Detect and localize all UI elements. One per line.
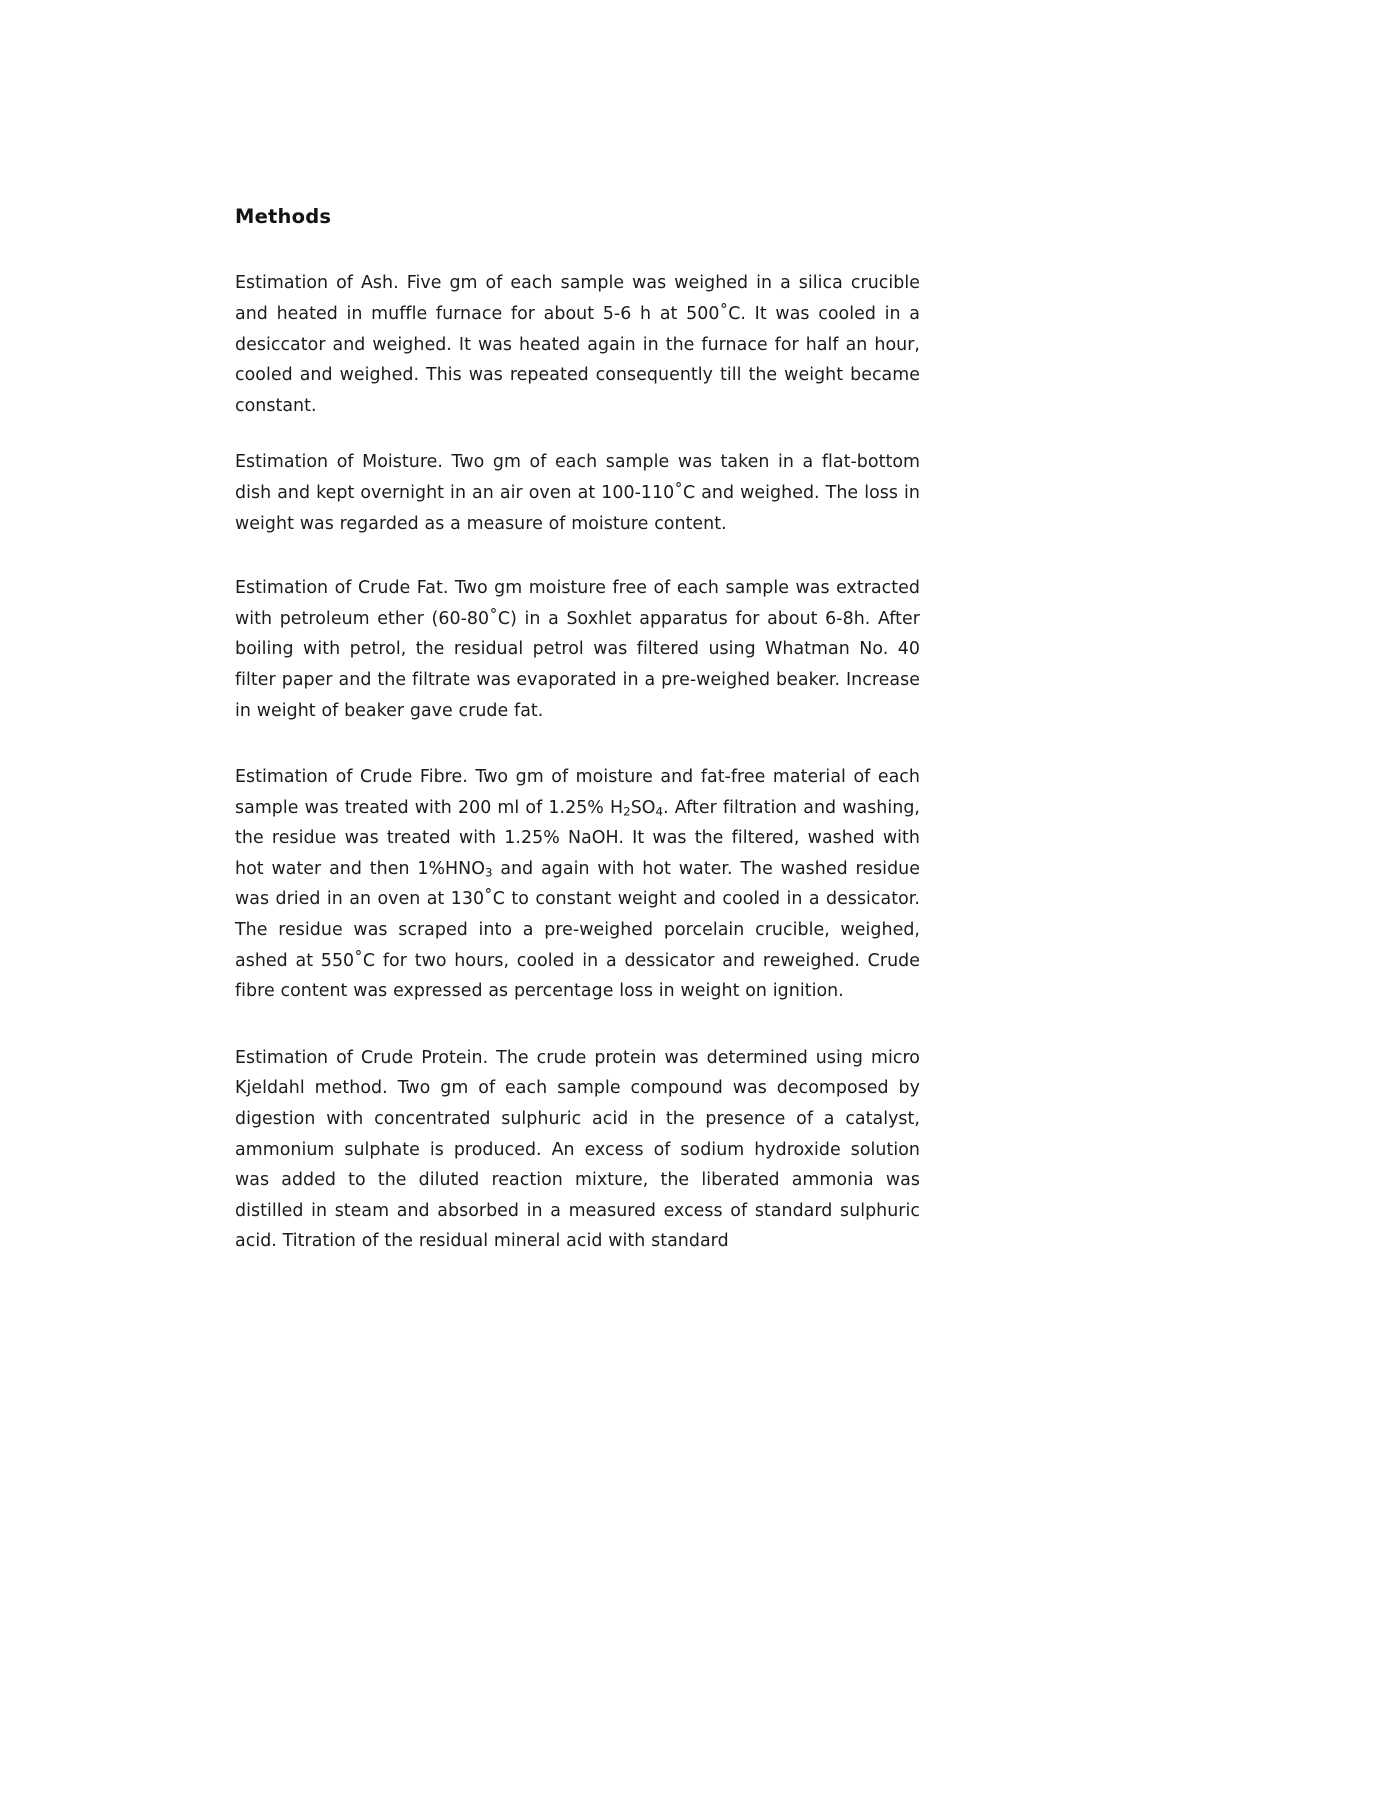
fibre-text-part-1: Estimation of Crude Fibre. Two gm of moisture and fat-free material of each sample was treated with 200 ml of 1.25% H: [235, 767, 920, 818]
page-title: Methods: [235, 205, 332, 228]
document-body: [235, 205, 920, 1257]
fibre-text-part-3: . After filtration and washing, the residue was treated with 1.25% NaOH. It was the filtered, washed with hot water and then 1%HNO: [235, 797, 920, 879]
paragraph-estimation-of-crude-fat: Estimation of Crude Fat. Two gm moisture free of each sample was extracted with petroleum ether (60-80˚C) in a Soxhlet apparatus for about 6-8h. After boiling with petrol, the residual petrol was filtered using Whatman No. 40 filter paper and the filtrate was evaporated in a pre-weighed beaker. Increase in weight of beaker gave crude fat.: [235, 578, 920, 721]
fibre-text-part-2: SO: [630, 797, 656, 818]
paragraph-estimation-of-moisture: Estimation of Moisture. Two gm of each sample was taken in a flat-bottom dish and kept overnight in an air oven at 100-110˚C and weighed. The loss in weight was regarded as a measure of moisture content.: [235, 452, 920, 534]
subscript-h2so4-four: 4: [655, 804, 664, 819]
paragraph-estimation-of-crude-protein: Estimation of Crude Protein. The crude protein was determined using micro Kjeldahl method. Two gm of each sample compound was decomposed by digestion with concentrated sulphuric acid in the presence of a catalyst, ammonium sulphate is produced. An excess of sodium hydroxide solution was added to the diluted reaction mixture, the liberated ammonia was distilled in steam and absorbed in a measured excess of standard sulphuric acid. Titration of the residual mineral acid with standard: [235, 1047, 920, 1252]
subscript-hno3-three: 3: [484, 865, 493, 880]
subscript-h2so4-two: 2: [623, 804, 631, 819]
fibre-text-part-4: and again with hot water. The washed residue was dried in an oven at 130˚C to constant weight and cooled in a dessicator. The residue was scraped into a pre-weighed porcelain crucible, weighed, ashed at 550˚C for two hours, cooled in a dessicator and reweighed. Crude fibre content was expressed as percentage loss in weight on ignition.: [235, 858, 920, 1002]
paragraph-estimation-of-ash: Estimation of Ash. Five gm of each sample was weighed in a silica crucible and heated in muffle furnace for about 5-6 h at 500˚C. It was cooled in a desiccator and weighed. It was heated again in the furnace for half an hour, cooled and weighed. This was repeated consequently till the weight became constant.: [235, 273, 920, 416]
paragraph-estimation-of-crude-fibre: [235, 762, 920, 1007]
